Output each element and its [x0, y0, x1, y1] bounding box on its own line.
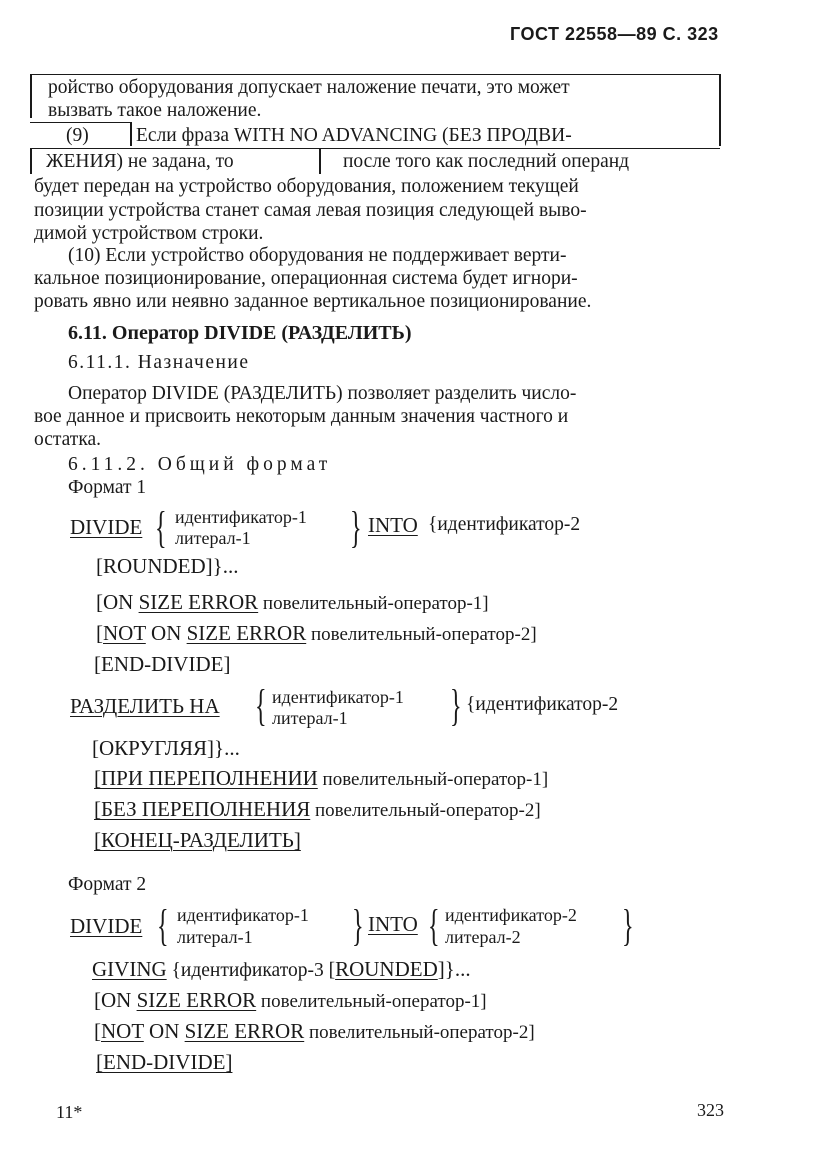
f1ru-rounded: [ОКРУГЛЯЯ]}... — [92, 736, 240, 760]
p9-line2a: ЖЕНИЯ) не задана, то — [46, 151, 234, 172]
p9-line4: позиции устройства станет самая левая позиция следующей выво- — [34, 200, 587, 221]
f2-opt2: литерал-1 — [177, 927, 253, 947]
f1-target: {идентификатор-2 — [428, 514, 581, 535]
f1ru-opt1: идентификатор-1 — [272, 687, 404, 707]
f2-giving-rest: {идентификатор-3 [ — [166, 960, 336, 981]
f2-on-open: [ON — [94, 988, 137, 1012]
p9-line2b: после того как последний операнд — [343, 151, 630, 172]
f2-rounded-rest: ]}... — [437, 957, 471, 981]
f1ru-not-kw: [БЕЗ ПЕРЕПОЛНЕНИЯ — [94, 797, 311, 821]
revision-line-3 — [30, 148, 720, 149]
f1-not-mid: ON — [145, 621, 187, 645]
f2-on-size-error — [94, 988, 487, 1014]
f2-into-keyword: INTO — [368, 912, 418, 936]
f2-divide-verb — [70, 914, 142, 938]
f1-opt1: идентификатор-1 — [175, 507, 307, 527]
f2-opt1: идентификатор-1 — [177, 905, 309, 925]
f1-not-open: [ — [96, 621, 103, 645]
f2-giving-kw: GIVING — [92, 957, 167, 981]
f2-brace-open-1: { — [157, 901, 169, 950]
f1-brace-close-1: } — [350, 503, 362, 552]
revision-bar-left — [30, 74, 32, 118]
f1ru-on-overflow — [94, 766, 548, 792]
f2-not-mid: ON — [143, 1019, 185, 1043]
f2-opt3: идентификатор-2 — [445, 905, 577, 925]
p9-line3: будет передан на устройство оборудования, положением текущей — [34, 176, 579, 197]
f1-into-keyword: INTO — [368, 513, 418, 537]
f1-on-open: [ON — [96, 590, 139, 614]
revision-bar-left-2 — [30, 148, 32, 174]
f1ru-brace-close: } — [450, 681, 462, 730]
f1-opt2: литерал-1 — [175, 528, 251, 548]
f1ru-end — [94, 828, 301, 852]
p9-line5: димой устройством строки. — [34, 223, 264, 244]
f2-on-rest: повелительный-оператор-1] — [256, 991, 487, 1012]
p9-number: (9) — [66, 125, 89, 146]
p9-line1-text: Если фраза WITH NO ADVANCING (БЕЗ ПРОДВИ- — [136, 125, 572, 146]
f1ru-verb — [70, 694, 220, 718]
f2-not-size-kw: SIZE ERROR — [184, 1019, 305, 1043]
f1ru-verb-keyword: РАЗДЕЛИТЬ НА — [70, 694, 220, 718]
f1-not-size-kw: SIZE ERROR — [186, 621, 307, 645]
format1-label: Формат 1 — [68, 477, 147, 498]
purpose-line2: вое данное и присвоить некоторым данным значения частного и — [34, 406, 569, 427]
f2-end-kw: [END-DIVIDE] — [96, 1050, 233, 1074]
footer-signature: 11* — [56, 1102, 83, 1122]
f1ru-opt2: литерал-1 — [272, 708, 348, 728]
p1-line1: ройство оборудования допускает наложение печати, это может — [48, 77, 570, 98]
f1-rounded: [ROUNDED]}... — [96, 554, 239, 578]
f2-giving — [92, 957, 471, 983]
f1ru-on-kw: [ПРИ ПЕРЕПОЛНЕНИИ — [94, 766, 318, 790]
f1-not-rest: повелительный-оператор-2] — [306, 624, 537, 645]
f2-brace-close-2: } — [622, 901, 634, 950]
f2-end-divide — [96, 1050, 232, 1074]
revision-box-top — [30, 74, 720, 75]
format2-label: Формат 2 — [68, 874, 147, 895]
section-6-11-2-title: 6.11.2. Общий формат — [68, 454, 332, 475]
p10-line2: кальное позиционирование, операционная система будет игнори- — [34, 268, 578, 289]
section-6-11-1-title: 6.11.1. Назначение — [68, 352, 250, 373]
f2-into — [368, 912, 418, 936]
p9-line1 — [136, 124, 708, 148]
p10-line1: (10) Если устройство оборудования не поддерживает верти- — [68, 245, 567, 266]
f1-not-on-size-error — [96, 621, 537, 647]
revision-bar-num — [130, 122, 132, 146]
f1ru-not-rest: повелительный-оператор-2] — [310, 800, 541, 821]
f1ru-target: {идентификатор-2 — [466, 694, 619, 715]
f1-divide-keyword: DIVIDE — [70, 515, 143, 539]
f2-rounded-kw: ROUNDED — [335, 957, 438, 981]
f2-not-kw: NOT — [101, 1019, 144, 1043]
page-number: 323 — [697, 1100, 724, 1120]
f1ru-end-kw: [КОНЕЦ-РАЗДЕЛИТЬ] — [94, 828, 301, 852]
f2-not-open: [ — [94, 1019, 101, 1043]
purpose-line3: остатка. — [34, 429, 102, 450]
f1ru-no-overflow — [94, 797, 541, 823]
f2-not-rest: повелительный-оператор-2] — [304, 1022, 535, 1043]
section-6-11-title: 6.11. Оператор DIVIDE (РАЗДЕЛИТЬ) — [68, 322, 412, 344]
f1-not-kw: NOT — [103, 621, 146, 645]
f1-end-divide: [END-DIVIDE] — [94, 652, 231, 676]
running-title: ГОСТ 22558—89 С. 323 — [510, 24, 719, 44]
f1-size-error-kw: SIZE ERROR — [138, 590, 259, 614]
revision-bar-right — [719, 74, 721, 146]
purpose-line1: Оператор DIVIDE (РАЗДЕЛИТЬ) позволяет разделить число- — [68, 383, 577, 404]
f1ru-brace-open: { — [255, 681, 267, 730]
f2-not-on-size-error — [94, 1019, 535, 1045]
f2-brace-open-2: { — [428, 901, 440, 950]
f2-brace-close-1: } — [352, 901, 364, 950]
f2-size-error-kw: SIZE ERROR — [136, 988, 257, 1012]
revision-bar-mid — [319, 148, 321, 174]
f2-divide-keyword: DIVIDE — [70, 914, 143, 938]
p10-line3: ровать явно или неявно заданное вертикальное позиционирование. — [34, 291, 592, 312]
f1-on-rest: повелительный-оператор-1] — [258, 593, 489, 614]
f1-on-size-error — [96, 590, 489, 616]
f2-opt4: литерал-2 — [445, 927, 521, 947]
f1-brace-open-1: { — [155, 503, 167, 552]
f1-divide-verb — [70, 515, 142, 539]
f1ru-on-rest: повелительный-оператор-1] — [317, 769, 549, 790]
p1-line2: вызвать такое наложение. — [48, 100, 262, 121]
f1-into — [368, 513, 418, 537]
